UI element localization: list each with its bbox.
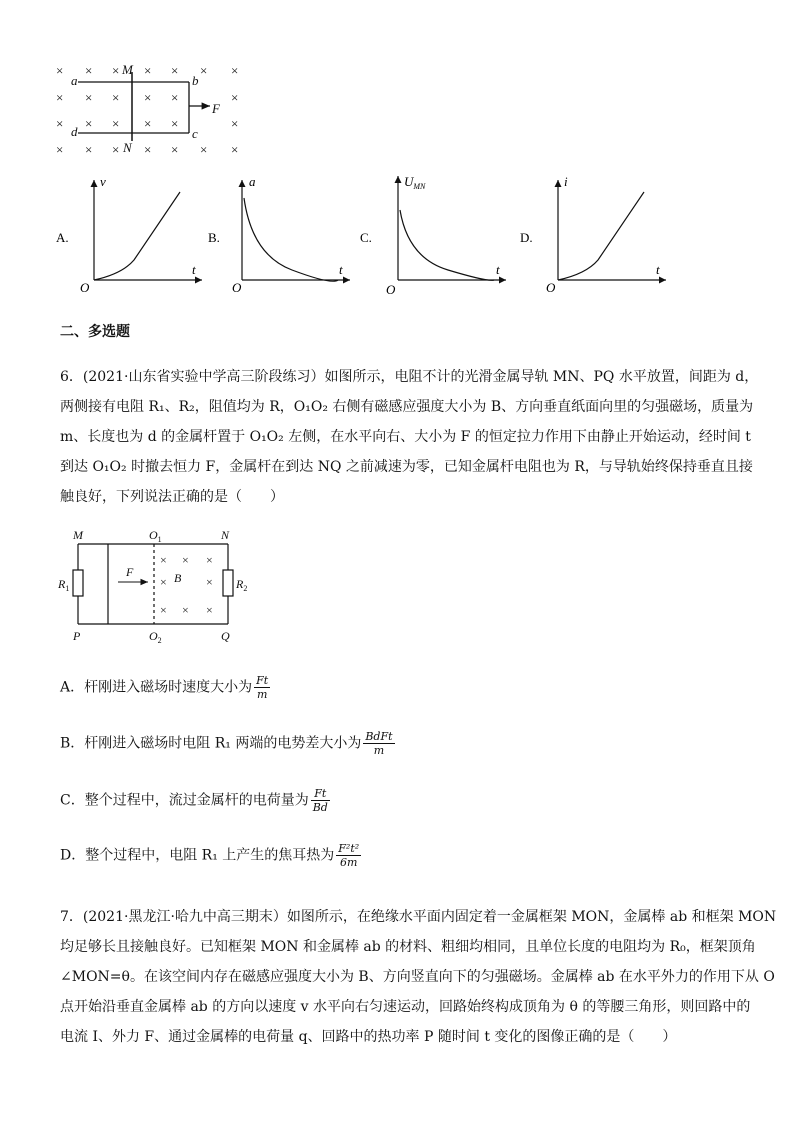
q6-label-O2: $O_2$ <box>149 629 162 645</box>
graph-d-xlabel: t <box>656 262 660 277</box>
graph-b-origin: O <box>232 280 242 295</box>
q6-option-d[interactable] <box>60 842 363 869</box>
frac-den: m <box>254 687 270 701</box>
svg-text:×: × <box>144 116 152 131</box>
graph-c-origin: O <box>386 282 396 297</box>
svg-text:×: × <box>182 553 189 567</box>
q6-label-R2: $R_2$ <box>236 577 248 593</box>
graph-d[interactable] <box>520 174 666 295</box>
q6-label-B: B <box>174 571 182 585</box>
svg-text:×: × <box>160 575 167 589</box>
frac-num: Ft <box>314 787 327 800</box>
field-crosses <box>56 63 238 157</box>
svg-text:×: × <box>171 142 179 157</box>
graph-options <box>52 170 752 300</box>
label-a: a <box>71 73 78 88</box>
q6-option-d-fraction <box>336 842 361 869</box>
svg-text:×: × <box>231 90 239 105</box>
graphs-svg <box>52 170 752 300</box>
label-N: N <box>123 140 132 155</box>
q6-line2: 两侧接有电阻 R₁、R₂，阻值均为 R，O₁O₂ 右侧有磁感应强度大小为 B、方向垂直纸面向里的匀强磁场，质量为 <box>60 399 754 415</box>
q6-line4: 到达 O₁O₂ 时撤去恒力 F，金属杆在到达 NQ 之前减速为零，已知金属杆电阻也为 R，与导轨始终保持垂直且接 <box>60 459 753 475</box>
svg-text:×: × <box>144 142 152 157</box>
graph-a-ylabel: v <box>100 174 106 189</box>
option-c-label: C. <box>360 230 372 245</box>
resistor-r2 <box>223 570 233 596</box>
svg-text:×: × <box>231 142 239 157</box>
section-title: 二、多选题 <box>60 324 130 340</box>
q6-label-O1: $O_1$ <box>149 528 162 544</box>
svg-text:×: × <box>206 553 213 567</box>
svg-text:×: × <box>144 63 152 78</box>
graph-b[interactable] <box>208 174 350 295</box>
graph-d-curve <box>558 192 644 280</box>
svg-text:×: × <box>85 90 93 105</box>
graph-b-xlabel: t <box>339 262 343 277</box>
label-F: F <box>212 101 220 116</box>
graph-c-ylabel: $U_{MN}$ <box>404 174 426 191</box>
graph-b-ylabel: a <box>249 174 256 189</box>
svg-text:×: × <box>171 116 179 131</box>
q6-option-a-fraction <box>254 674 270 701</box>
graph-d-ylabel: i <box>564 174 568 189</box>
graph-c-xlabel: t <box>496 262 500 277</box>
rails-field-svg <box>52 58 252 158</box>
q6-option-b[interactable] <box>60 730 397 757</box>
q6-label-R1: $R_1$ <box>58 577 70 593</box>
q6-label-P: P <box>73 629 81 643</box>
q6-option-a[interactable] <box>60 674 272 701</box>
frac-num: Ft <box>256 674 269 687</box>
graph-a-origin: O <box>80 280 90 295</box>
svg-text:×: × <box>112 63 120 78</box>
svg-text:×: × <box>85 63 93 78</box>
label-c: c <box>192 126 198 141</box>
svg-text:×: × <box>231 116 239 131</box>
label-d: d <box>71 124 78 139</box>
q6-option-c[interactable] <box>60 787 332 814</box>
frac-num: F²t² <box>338 842 360 855</box>
svg-text:×: × <box>85 142 93 157</box>
svg-text:×: × <box>200 63 208 78</box>
q6-line5: 触良好，下列说法正确的是（ ） <box>60 489 284 505</box>
graph-a[interactable] <box>56 174 202 295</box>
q6-line1: 6．(2021·山东省实验中学高三阶段练习）如图所示，电阻不计的光滑金属导轨 MN、PQ 水平放置，间距为 d， <box>60 369 759 385</box>
svg-text:×: × <box>56 63 64 78</box>
svg-text:×: × <box>171 90 179 105</box>
option-b-label: B. <box>208 230 220 245</box>
svg-text:×: × <box>56 142 64 157</box>
graph-c-curve <box>400 210 494 280</box>
svg-text:×: × <box>85 116 93 131</box>
frac-num: BdFt <box>365 730 393 743</box>
svg-text:×: × <box>144 90 152 105</box>
graph-a-xlabel: t <box>192 262 196 277</box>
q6-label-M: M <box>73 528 83 542</box>
figure-rails-field <box>52 58 252 158</box>
q6-option-c-text: C．整个过程中，流过金属杆的电荷量为 <box>60 792 309 809</box>
q7-line1: 7．(2021·黑龙江·哈九中高三期末）如图所示，在绝缘水平面内固定着一金属框架 MON，金属棒 ab 和框架 MON <box>60 909 777 925</box>
q6-figure <box>54 526 264 646</box>
q7-line4: 点开始沿垂直金属棒 ab 的方向以速度 v 水平向右匀速运动，回路始终构成顶角为 θ 的等腰三角形，则回路中的 <box>60 999 751 1015</box>
graph-b-curve <box>244 198 338 281</box>
svg-text:×: × <box>112 142 120 157</box>
q6-label-Q: Q <box>221 629 230 643</box>
q7-line3: ∠MON=θ。在该空间内存在磁感应强度大小为 B、方向竖直向下的匀强磁场。金属棒 ab 在水平外力的作用下从 O <box>60 969 775 985</box>
svg-text:×: × <box>160 553 167 567</box>
q6-line3: m、长度也为 d 的金属杆置于 O₁O₂ 左侧，在水平向右、大小为 F 的恒定拉力作用下由静止开始运动，经时间 t <box>60 429 751 445</box>
svg-text:×: × <box>206 603 213 617</box>
svg-text:×: × <box>171 63 179 78</box>
q6-option-a-text: A．杆刚进入磁场时速度大小为 <box>60 679 253 696</box>
option-d-label: D. <box>520 230 533 245</box>
q7-line2: 均足够长且接触良好。已知框架 MON 和金属棒 ab 的材料、粗细均相同，且单位长度的电阻均为 R₀，框架顶角 <box>60 939 756 955</box>
svg-text:×: × <box>56 90 64 105</box>
svg-text:×: × <box>112 90 120 105</box>
svg-text:×: × <box>112 116 120 131</box>
q6-option-c-fraction <box>311 787 330 814</box>
graph-c[interactable] <box>360 174 506 297</box>
q7-line5: 电流 I、外力 F、通过金属棒的电荷量 q、回路中的热功率 P 随时间 t 变化的图像正确的是（ ） <box>60 1029 677 1045</box>
q6-label-N: N <box>221 528 230 542</box>
resistor-r1 <box>73 570 83 596</box>
q6-field-crosses <box>160 553 213 617</box>
frac-den: Bd <box>312 801 328 814</box>
frac-den: 6m <box>336 855 361 869</box>
q6-option-b-text: B．杆刚进入磁场时电阻 R₁ 两端的电势差大小为 <box>60 735 362 752</box>
q6-option-d-text: D．整个过程中，电阻 R₁ 上产生的焦耳热为 <box>60 847 335 864</box>
graph-d-origin: O <box>546 280 556 295</box>
svg-text:×: × <box>200 142 208 157</box>
frac-den: m <box>363 743 394 757</box>
svg-text:×: × <box>160 603 167 617</box>
label-M: M <box>122 62 133 77</box>
option-a-label: A. <box>56 230 69 245</box>
svg-text:×: × <box>182 603 189 617</box>
svg-text:×: × <box>56 116 64 131</box>
svg-text:×: × <box>206 575 213 589</box>
svg-text:×: × <box>231 63 239 78</box>
q6-option-b-fraction <box>363 730 394 757</box>
graph-a-curve <box>94 192 180 280</box>
label-b: b <box>192 73 199 88</box>
q6-figure-svg <box>54 526 264 646</box>
q6-label-F: F <box>126 565 134 579</box>
